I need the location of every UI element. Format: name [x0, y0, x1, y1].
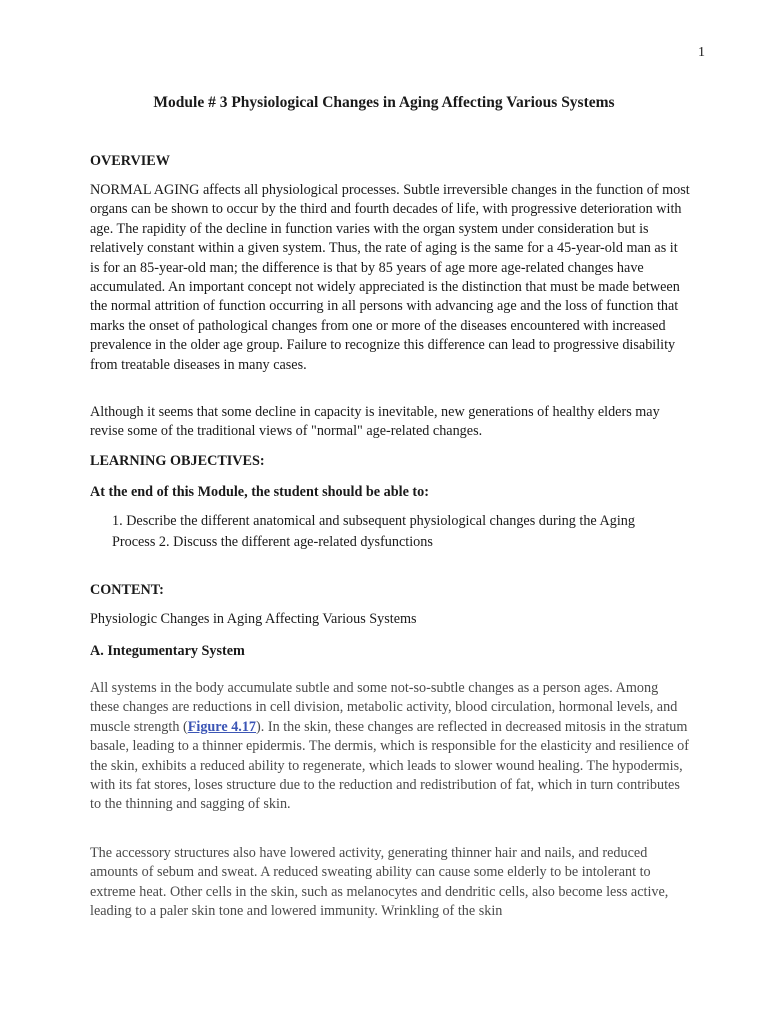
paragraph-text-before-link: All systems in the body accumulate subtle and some not-so-subtle changes as a person ages. Among these changes are reductions in cell division, metabolic activity, blood circulation, hormonal levels, and muscle strength (: [90, 680, 678, 735]
content-subtitle: Physiologic Changes in Aging Affecting Various Systems: [90, 611, 417, 627]
paragraph-text-after-link: ). In the skin, these changes are reflected in decreased mitosis in the stratum basale, leading to a thinner epidermis. The dermis, which is responsible for the elasticity and resilience of the skin, exhibits a reduced ability to regenerate, which leads to slower wound healing. The hypodermis, with its fat stores, loses structure due to the reduction and redistribution of fat, which in turn contributes to the thinning and sagging of skin.: [90, 718, 689, 813]
page-number: 1: [698, 45, 705, 60]
overview-heading: OVERVIEW: [90, 153, 170, 169]
objectives-list-item: 1. Describe the different anatomical and subsequent physiological changes during the Aging Process 2. Discuss the different age-related dysfunctions: [112, 513, 635, 550]
page-title: Module # 3 Physiological Changes in Aging Affecting Various Systems: [153, 94, 615, 111]
overview-paragraph-2: Although it seems that some decline in capacity is inevitable, new generations of healthy elders may revise some of the traditional views of "normal" age-related changes.: [90, 404, 660, 440]
learning-objectives-heading: LEARNING OBJECTIVES:: [90, 453, 265, 469]
figure-4-17-link[interactable]: Figure 4.17: [187, 718, 257, 735]
integumentary-paragraph-2: The accessory structures also have lowered activity, generating thinner hair and nails, and reduced amounts of sebum and sweat. A reduced sweating ability can cause some elderly to be intolerant to extreme heat. Other cells in the skin, such as melanocytes and dendritic cells, also become less active, leading to a paler skin tone and lowered immunity. Wrinkling of the skin: [90, 845, 669, 920]
objectives-intro: At the end of this Module, the student should be able to:: [90, 484, 429, 500]
overview-paragraph-1: NORMAL AGING affects all physiological processes. Subtle irreversible changes in the function of most organs can be shown to occur by the third and fourth decades of life, with progressive deterioration with age. The rapidity of the decline in function varies with the organ system under consideration but is relatively constant within a given system. Thus, the rate of aging is the same for a 45-year-old man as it is for an 85-year-old man; the difference is that by 85 years of age more age-related changes have accumulated. An important concept not widely appreciated is the distinction that must be made between the normal attrition of function occurring in all persons with advancing age and the loss of function that marks the onset of pathological changes from one or more of the diseases encountered with increased prevalence in the older age group. Failure to recognize this difference can lead to progressive disability from treatable diseases in many cases.: [90, 182, 690, 373]
section-a-heading: A. Integumentary System: [90, 643, 245, 659]
content-heading: CONTENT:: [90, 582, 164, 598]
integumentary-paragraph-1: [90, 679, 690, 815]
